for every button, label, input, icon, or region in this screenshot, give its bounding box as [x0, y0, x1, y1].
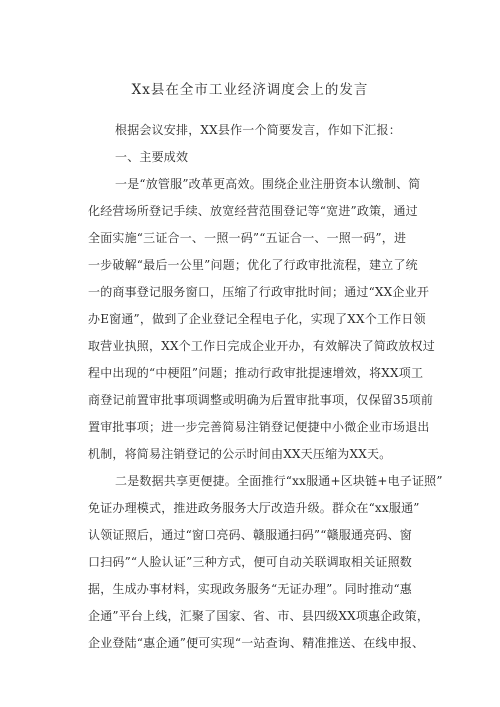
paragraph-line: 商登记前置审批事项调整或明确为后置审批事项，仅保留35项前	[88, 393, 434, 407]
paragraph-line: 一步破解“最后一公里”问题；优化了行政审批流程，建立了统	[88, 258, 418, 272]
paragraph-line: 置审批事项；进一步完善简易注销登记便捷中小微企业市场退出	[88, 420, 430, 434]
paragraph-line: 口扫码”“人脸认证”三种方式，便可自动关联调取相关证照数	[88, 555, 413, 569]
paragraph-line: 企通”平台上线，汇聚了国家、省、市、县四级XX项惠企政策，	[88, 609, 430, 623]
paragraph-line: 化经营场所登记手续、放宽经营范围登记等“宽进”政策，通过	[88, 204, 418, 218]
document-title: Xx县在全市工业经济调度会上的发言	[131, 82, 369, 98]
paragraph-line: 二是数据共享更便捷。全面推行“xx服通+区块链+电子证照”	[115, 474, 443, 488]
paragraph-line: 企业登陆“惠企通”便可实现“一站查询、精准推送、在线申报、	[88, 636, 425, 650]
section-heading: 一、主要成效	[115, 150, 189, 164]
paragraph-line: 一是“放管服”改革更高效。围绕企业注册资本认缴制、简	[115, 177, 421, 191]
paragraph-line: 全面实施“三证合一、一照一码”“五证合一、一照一码”，进	[88, 231, 407, 245]
paragraph-line: 程中出现的“中梗阻”问题；推动行政审批提速增效，将XX项工	[88, 366, 424, 380]
paragraph-line: 据，生成办事材料，实现政务服务“无证办理”。同时推动“惠	[88, 582, 413, 596]
paragraph-line: 免证办理模式，推进政务服务大厅改造升级。群众在“xx服通”	[88, 501, 420, 515]
paragraph-intro: 根据会议安排，XX县作一个简要发言，作如下汇报：	[115, 123, 401, 137]
paragraph-line: 办E窗通”，做到了企业登记全程电子化，实现了XX个工作日领	[88, 312, 426, 326]
paragraph-line: 机制，将简易注销登记的公示时间由XX天压缩为XX天。	[88, 447, 392, 461]
paragraph-line: 认领证照后，通过“窗口亮码、赣服通扫码”“赣服通亮码、窗	[88, 528, 413, 542]
paragraph-line: 取营业执照，XX个工作日完成企业开办，有效解决了简政放权过	[88, 339, 435, 353]
paragraph-line: 一的商事登记服务窗口，压缩了行政审批时间；通过“XX企业开	[88, 285, 430, 299]
